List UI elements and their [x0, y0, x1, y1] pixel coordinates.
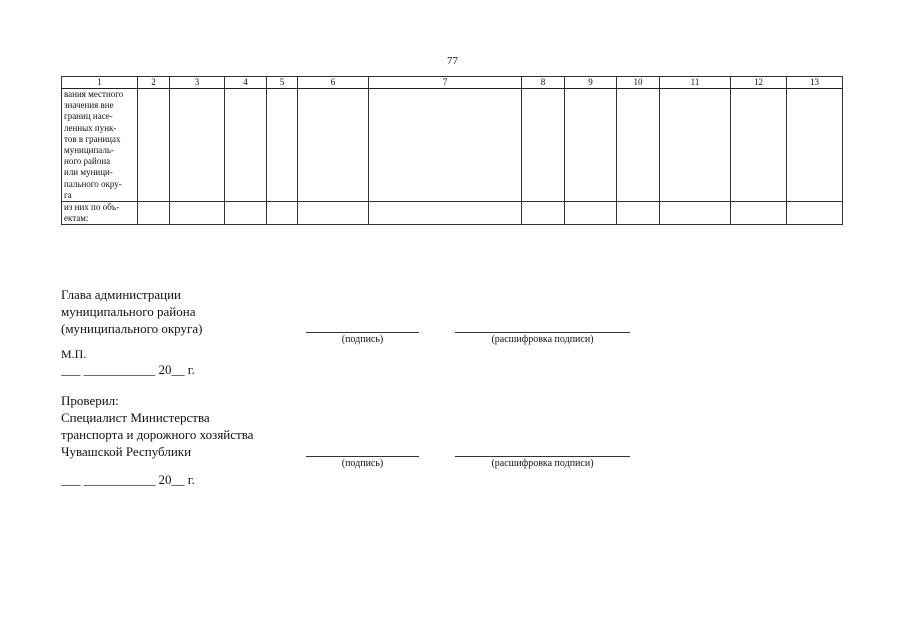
- checker-decode-line: [455, 456, 630, 457]
- table-cell: [369, 89, 522, 202]
- head-decode-line: [455, 332, 630, 333]
- column-header: 9: [565, 77, 617, 89]
- head-title-line: муниципального района: [61, 304, 196, 319]
- column-header: 3: [170, 77, 225, 89]
- table-cell: [565, 202, 617, 225]
- checker-title-line: Проверил:: [61, 393, 119, 408]
- column-header: 5: [267, 77, 298, 89]
- column-header: 11: [660, 77, 731, 89]
- column-header: 8: [522, 77, 565, 89]
- column-header: 6: [298, 77, 369, 89]
- head-title-line: (муниципального округа): [61, 321, 203, 336]
- table-cell: [731, 202, 787, 225]
- table-cell: [267, 89, 298, 202]
- row-label-line: ектам:: [64, 213, 89, 224]
- table-cell: [617, 89, 660, 202]
- row-label-line: муниципаль-: [64, 145, 114, 156]
- row-label-line: пального окру-: [64, 178, 122, 189]
- table-cell: [225, 202, 267, 225]
- checker-decode-caption: (расшифровка подписи): [491, 458, 594, 469]
- table-cell: [369, 202, 522, 225]
- checker-title-line: транспорта и дорожного хозяйства: [61, 427, 254, 442]
- checker-signature-caption: (подпись): [341, 458, 384, 469]
- table-cell: [170, 202, 225, 225]
- table-cell: [787, 202, 843, 225]
- table-cell: [298, 89, 369, 202]
- table-cell: [565, 89, 617, 202]
- column-header: 4: [225, 77, 267, 89]
- table-row: [62, 202, 843, 225]
- report-table: [61, 76, 843, 225]
- stamp-label: М.П.: [61, 347, 87, 361]
- table-cell: [617, 202, 660, 225]
- column-header: 13: [787, 77, 843, 89]
- table-cell: [138, 89, 170, 202]
- column-header: 12: [731, 77, 787, 89]
- row-label-line: границ насе-: [64, 111, 113, 122]
- checker-title-line: Специалист Министерства: [61, 410, 210, 425]
- checker-signatory-block: [61, 392, 253, 460]
- page-number: 77: [447, 55, 458, 67]
- table-cell: [267, 202, 298, 225]
- table-cell: [660, 202, 731, 225]
- table-row: [62, 89, 843, 202]
- row-label-line: или муници-: [64, 167, 113, 178]
- table-cell: [787, 89, 843, 202]
- table-cell: [660, 89, 731, 202]
- checker-date-line: ___ ___________ 20__ г.: [61, 472, 195, 487]
- table-cell: [731, 89, 787, 202]
- row-label-line: вания местного: [64, 89, 124, 99]
- column-header: 10: [617, 77, 660, 89]
- checker-signature-line: [306, 456, 419, 457]
- row-label-cell: [62, 202, 138, 225]
- head-signatory-block: [61, 286, 202, 337]
- head-decode-caption: (расшифровка подписи): [491, 334, 594, 345]
- row-label-cell: [62, 89, 138, 202]
- table-cell: [170, 89, 225, 202]
- row-label-line: из них по объ-: [64, 202, 120, 213]
- table-cell: [225, 89, 267, 202]
- column-header: 7: [369, 77, 522, 89]
- table-cell: [298, 202, 369, 225]
- row-label-line: ленных пунк-: [64, 122, 117, 133]
- table-cell: [522, 89, 565, 202]
- row-label-line: значения вне: [64, 100, 114, 111]
- row-label-line: тов в границах: [64, 133, 121, 144]
- column-header: 1: [62, 77, 138, 89]
- column-header: 2: [138, 77, 170, 89]
- row-label-line: га: [64, 189, 72, 200]
- row-label-line: ного района: [64, 156, 111, 167]
- checker-title-line: Чувашской Республики: [61, 444, 192, 459]
- table-cell: [522, 202, 565, 225]
- head-date-line: ___ ___________ 20__ г.: [61, 362, 195, 377]
- table-header-row: [62, 77, 843, 89]
- head-signature-caption: (подпись): [341, 334, 384, 345]
- head-title-line: Глава администрации: [61, 287, 182, 302]
- head-signature-line: [306, 332, 419, 333]
- table-cell: [138, 202, 170, 225]
